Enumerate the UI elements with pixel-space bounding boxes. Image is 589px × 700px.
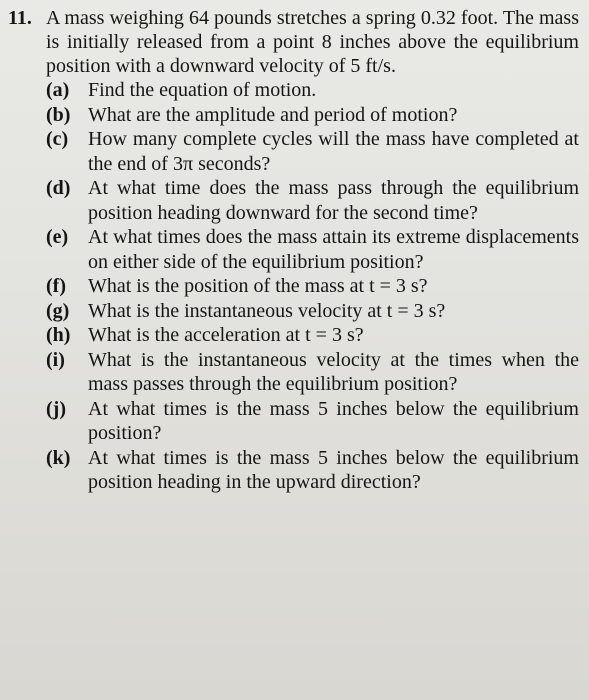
part-label: (k) bbox=[46, 446, 71, 469]
problem-11 bbox=[8, 6, 583, 495]
part-text: At what times is the mass 5 inches below the equilibrium position? bbox=[88, 397, 579, 444]
part-j bbox=[8, 397, 583, 446]
part-g bbox=[8, 299, 583, 324]
part-label: (i) bbox=[46, 348, 65, 371]
part-text: What is the instantaneous velocity at the times when the mass passes through the equilibrium position? bbox=[88, 348, 579, 395]
part-label: (c) bbox=[46, 128, 69, 150]
part-label: (d) bbox=[46, 177, 71, 199]
part-h bbox=[8, 323, 583, 348]
part-d bbox=[8, 176, 583, 225]
part-c bbox=[8, 127, 583, 176]
part-i bbox=[8, 348, 583, 397]
part-k bbox=[8, 446, 583, 495]
problem-statement: A mass weighing 64 pounds stretches a spring 0.32 foot. The mass is initially released from a point 8 inches above the equilibrium position with a downward velocity of 5 ft/s. bbox=[46, 7, 579, 77]
part-label: (a) bbox=[46, 79, 70, 101]
problem-number: 11. bbox=[8, 7, 32, 29]
part-label: (h) bbox=[46, 324, 71, 346]
part-text: How many complete cycles will the mass have completed at the end of 3π seconds? bbox=[88, 128, 579, 175]
part-text: At what times is the mass 5 inches below the equilibrium position heading in the upward direction? bbox=[88, 446, 579, 493]
part-label: (f) bbox=[46, 275, 66, 297]
part-text: What is the instantaneous velocity at t = 3 s? bbox=[88, 299, 446, 322]
part-a bbox=[8, 78, 583, 103]
part-b bbox=[8, 103, 583, 128]
part-text: At what time does the mass pass through the equilibrium position heading downward for the second time? bbox=[88, 177, 579, 224]
part-text: Find the equation of motion. bbox=[88, 79, 317, 101]
part-label: (j) bbox=[46, 397, 66, 420]
part-f bbox=[8, 274, 583, 299]
part-e bbox=[8, 225, 583, 274]
part-text: At what times does the mass attain its extreme displacements on either side of the equilibrium position? bbox=[88, 226, 579, 273]
part-label: (b) bbox=[46, 103, 71, 126]
part-text: What is the acceleration at t = 3 s? bbox=[88, 324, 364, 346]
part-text: What is the position of the mass at t = 3 s? bbox=[88, 275, 428, 297]
part-text: What are the amplitude and period of motion? bbox=[88, 103, 458, 126]
part-label: (e) bbox=[46, 226, 69, 248]
part-label: (g) bbox=[46, 299, 70, 322]
